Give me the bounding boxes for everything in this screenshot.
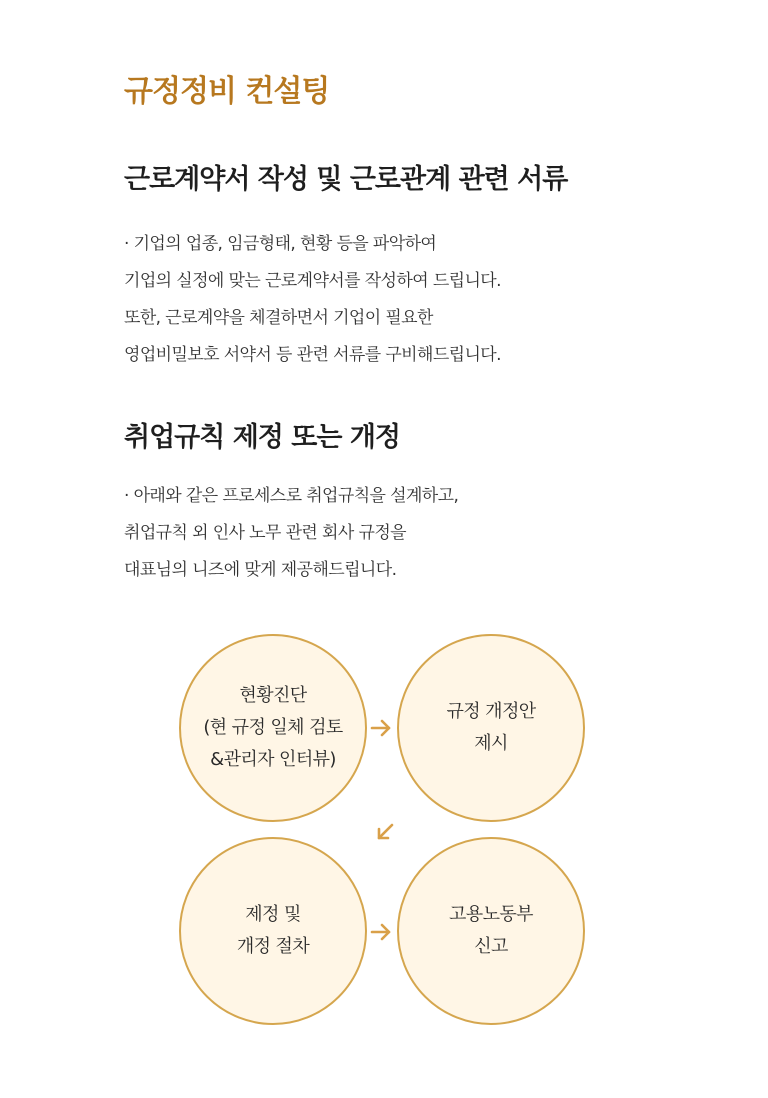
description-line: 취업규칙 외 인사 노무 관련 회사 규정을	[124, 523, 406, 543]
process-step-line: 개정 절차	[236, 936, 310, 957]
description-line: 대표님의 니즈에 맞게 제공해드립니다.	[124, 560, 397, 580]
section-description-work-rules	[124, 478, 458, 589]
description-line: · 아래와 같은 프로세스로 취업규칙을 설계하고,	[124, 486, 459, 506]
process-step-label	[237, 899, 309, 963]
process-step-line: 제시	[474, 733, 508, 754]
process-step-enactment	[179, 837, 367, 1025]
description-line: 영업비밀보호 서약서 등 관련 서류를 구비해드립니다.	[124, 345, 501, 365]
section-heading-work-rules: 취업규칙 제정 또는 개정	[124, 422, 401, 453]
process-step-line: 신고	[474, 936, 508, 957]
page-title: 규정정비 컨설팅	[124, 74, 330, 109]
process-step-diagnosis	[179, 634, 367, 822]
description-line: · 기업의 업종, 임금형태, 현황 등을 파악하여	[124, 234, 437, 254]
description-line: 기업의 실정에 맞는 근로계약서를 작성하여 드립니다.	[124, 271, 501, 291]
arrow-down-left-icon	[373, 820, 397, 844]
section-heading-employment-contract: 근로계약서 작성 및 근로관계 관련 서류	[124, 164, 568, 195]
process-step-label	[203, 680, 342, 776]
process-step-label	[446, 696, 535, 760]
process-step-line: &관리자 인터뷰)	[210, 749, 336, 770]
process-step-line: (현 규정 일체 검토	[203, 717, 343, 738]
process-step-report	[397, 837, 585, 1025]
section-description-employment-contract	[124, 226, 501, 374]
arrow-right-icon	[369, 716, 393, 740]
process-step-proposal	[397, 634, 585, 822]
process-step-line: 현황진단	[239, 685, 307, 706]
process-step-line: 규정 개정안	[446, 701, 536, 722]
description-line: 또한, 근로계약을 체결하면서 기업이 필요한	[124, 308, 433, 328]
process-step-label	[449, 899, 533, 963]
arrow-right-icon	[369, 920, 393, 944]
process-step-line: 제정 및	[245, 904, 301, 925]
process-step-line: 고용노동부	[449, 904, 533, 925]
